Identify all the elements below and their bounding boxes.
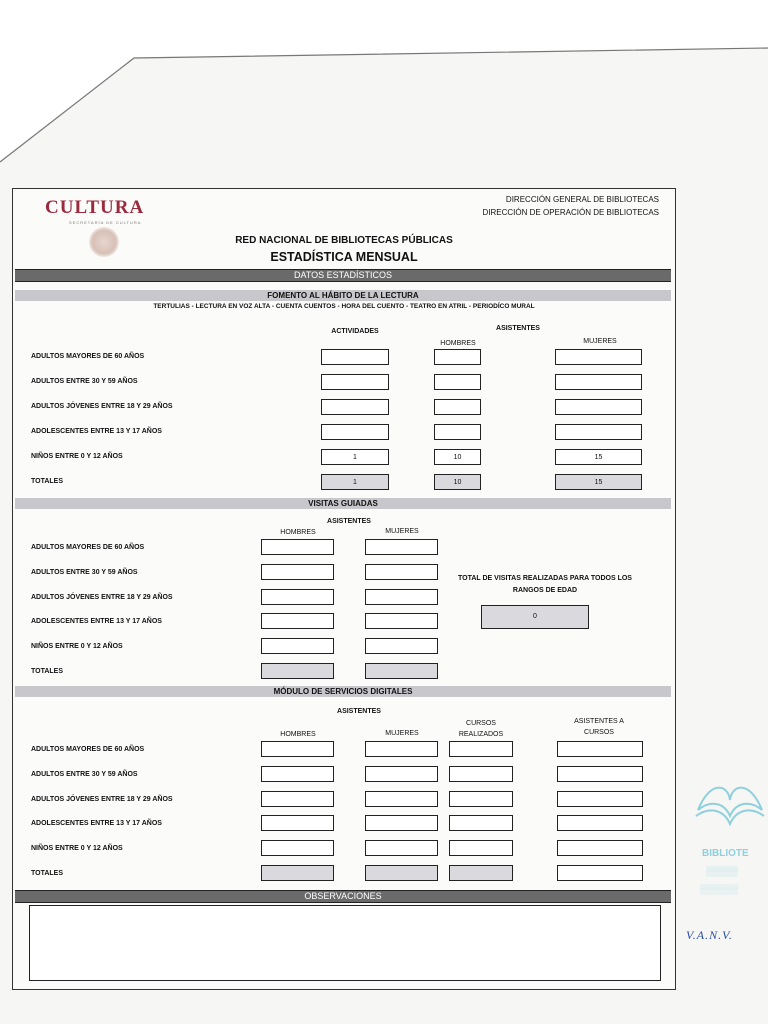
digitales-mujeres-field[interactable] [365, 741, 438, 757]
digitales-cursos-field[interactable] [449, 815, 513, 831]
fomento-actividades-field[interactable]: 1 [321, 449, 389, 465]
fomento-actividades-field[interactable] [321, 374, 389, 390]
visitas-hombres-field[interactable] [261, 564, 334, 580]
visitas-row-label: NIÑOS ENTRE 0 Y 12 AÑOS [31, 643, 123, 651]
digitales-hombres-field[interactable] [261, 840, 334, 856]
digitales-asistentes-cursos-field[interactable] [557, 840, 643, 856]
visitas-row-label: ADULTOS MAYORES DE 60 AÑOS [31, 544, 145, 551]
visitas-row-label: ADULTOS ENTRE 30 Y 59 AÑOS [31, 568, 138, 576]
digitales-mujeres-field[interactable] [365, 791, 438, 807]
digitales-asistentes-cursos-field[interactable] [557, 766, 643, 782]
digitales-hombres-field[interactable] [261, 815, 334, 831]
dir-operacion-label: DIRECCIÓN DE OPERACIÓN DE BIBLIOTECAS [482, 208, 659, 217]
fomento-actividades-field[interactable] [321, 424, 389, 440]
visitas-total-field[interactable]: 0 [481, 605, 589, 629]
fomento-col-mujeres: MUJERES [583, 338, 617, 345]
visitas-row-label: ADOLESCENTES ENTRE 13 Y 17 AÑOS [31, 618, 162, 626]
fomento-actividades-field[interactable]: 1 [321, 474, 389, 490]
digitales-hombres-field[interactable] [261, 865, 334, 881]
visitas-hombres-field[interactable] [261, 539, 334, 555]
fomento-row-label: NIÑOS ENTRE 0 Y 12 AÑOS [31, 453, 123, 460]
visitas-hombres-field[interactable] [261, 589, 334, 605]
fomento-mujeres-field[interactable] [555, 349, 642, 365]
fomento-col-actividades: ACTIVIDADES [331, 328, 379, 335]
fomento-hombres-field[interactable]: 10 [434, 449, 481, 465]
visitas-row-label: TOTALES [31, 668, 64, 675]
digitales-row-label: TOTALES [31, 870, 64, 877]
dir-general-label: DIRECCIÓN GENERAL DE BIBLIOTECAS [505, 195, 659, 204]
section-fomento-title: FOMENTO AL HÁBITO DE LA LECTURA [15, 290, 671, 301]
visitas-total-label: TOTAL DE VISITAS REALIZADAS PARA TODOS LOS RANGOS DE EDAD [458, 575, 632, 594]
fomento-row-label: TOTALES [31, 478, 64, 485]
statistics-form [12, 188, 676, 990]
fomento-actividades-field[interactable] [321, 349, 389, 365]
network-title: RED NACIONAL DE BIBLIOTECAS PÚBLICAS [235, 235, 453, 246]
digitales-hombres-field[interactable] [261, 766, 334, 782]
digitales-row-label: ADULTOS JÓVENES ENTRE 18 Y 29 AÑOS [31, 795, 173, 803]
digitales-mujeres-field[interactable] [365, 766, 438, 782]
handwritten-initials: V.A.N.V. [686, 928, 733, 942]
fomento-mujeres-field[interactable] [555, 399, 642, 415]
digitales-col-asistentes-cursos: ASISTENTES A CURSOS [574, 718, 624, 736]
visitas-mujeres-field[interactable] [365, 613, 438, 629]
visitas-col-hombres: HOMBRES [280, 529, 316, 536]
section-datos-estadisticos: DATOS ESTADÍSTICOS [15, 269, 671, 282]
section-observaciones-title: OBSERVACIONES [15, 890, 671, 903]
visitas-mujeres-field[interactable] [365, 564, 438, 580]
digitales-row-label: ADULTOS MAYORES DE 60 AÑOS [31, 746, 145, 753]
fomento-mujeres-field[interactable] [555, 374, 642, 390]
book-stamp-icon [692, 770, 768, 850]
report-title: ESTADÍSTICA MENSUAL [270, 250, 418, 264]
digitales-mujeres-field[interactable] [365, 840, 438, 856]
digitales-col-hombres: HOMBRES [280, 731, 316, 738]
digitales-row-label: ADULTOS ENTRE 30 Y 59 AÑOS [31, 770, 138, 778]
fomento-mujeres-field[interactable]: 15 [555, 449, 642, 465]
fomento-row-label: ADOLESCENTES ENTRE 13 Y 17 AÑOS [31, 428, 162, 435]
digitales-mujeres-field[interactable] [365, 865, 438, 881]
digitales-asistentes-cursos-field[interactable] [557, 865, 643, 881]
section-visitas-title: VISITAS GUIADAS [15, 498, 671, 509]
fomento-col-hombres: HOMBRES [440, 340, 476, 347]
visitas-mujeres-field[interactable] [365, 638, 438, 654]
fomento-hombres-field[interactable] [434, 349, 481, 365]
visitas-row-label: ADULTOS JÓVENES ENTRE 18 Y 29 AÑOS [31, 593, 173, 601]
visitas-hombres-field[interactable] [261, 663, 334, 679]
observaciones-field[interactable] [29, 905, 661, 981]
visitas-hombres-field[interactable] [261, 613, 334, 629]
fomento-mujeres-field[interactable]: 15 [555, 474, 642, 490]
fomento-mujeres-field[interactable] [555, 424, 642, 440]
digitales-col-cursos: CURSOS REALIZADOS [458, 720, 504, 738]
cultura-logo: CULTURA [45, 197, 145, 218]
digitales-hombres-field[interactable] [261, 741, 334, 757]
section-digitales-title: MÓDULO DE SERVICIOS DIGITALES [15, 686, 671, 697]
digitales-cursos-field[interactable] [449, 766, 513, 782]
fomento-hombres-field[interactable] [434, 374, 481, 390]
fomento-row-label: ADULTOS ENTRE 30 Y 59 AÑOS [31, 378, 138, 385]
fomento-hombres-field[interactable]: 10 [434, 474, 481, 490]
digitales-col-asistentes: ASISTENTES [337, 708, 381, 715]
digitales-cursos-field[interactable] [449, 741, 513, 757]
digitales-asistentes-cursos-field[interactable] [557, 815, 643, 831]
fomento-hombres-field[interactable] [434, 399, 481, 415]
fomento-row-label: ADULTOS MAYORES DE 60 AÑOS [31, 353, 145, 360]
digitales-row-label: ADOLESCENTES ENTRE 13 Y 17 AÑOS [31, 820, 162, 828]
fomento-row-label: ADULTOS JÓVENES ENTRE 18 Y 29 AÑOS [31, 403, 173, 410]
digitales-cursos-field[interactable] [449, 840, 513, 856]
visitas-col-asistentes: ASISTENTES [327, 518, 371, 525]
digitales-asistentes-cursos-field[interactable] [557, 741, 643, 757]
digitales-hombres-field[interactable] [261, 791, 334, 807]
digitales-asistentes-cursos-field[interactable] [557, 791, 643, 807]
digitales-cursos-field[interactable] [449, 791, 513, 807]
visitas-mujeres-field[interactable] [365, 663, 438, 679]
digitales-cursos-field[interactable] [449, 865, 513, 881]
digitales-mujeres-field[interactable] [365, 815, 438, 831]
visitas-mujeres-field[interactable] [365, 539, 438, 555]
fomento-hombres-field[interactable] [434, 424, 481, 440]
cultura-logo-subtitle: SECRETARÍA DE CULTURA [69, 220, 142, 225]
visitas-mujeres-field[interactable] [365, 589, 438, 605]
visitas-hombres-field[interactable] [261, 638, 334, 654]
digitales-row-label: NIÑOS ENTRE 0 Y 12 AÑOS [31, 845, 123, 853]
fomento-actividades-field[interactable] [321, 399, 389, 415]
visitas-col-mujeres: MUJERES [385, 528, 419, 535]
stamp-library-text: BIBLIOTE [702, 848, 749, 859]
fomento-activities-list: TERTULIAS - LECTURA EN VOZ ALTA - CUENTA CUENTOS - HORA DEL CUENTO - TEATRO EN ATRIL - PERIODÍCO MURAL [153, 303, 535, 310]
fomento-col-asistentes: ASISTENTES [496, 325, 540, 332]
digitales-col-mujeres: MUJERES [385, 730, 419, 737]
